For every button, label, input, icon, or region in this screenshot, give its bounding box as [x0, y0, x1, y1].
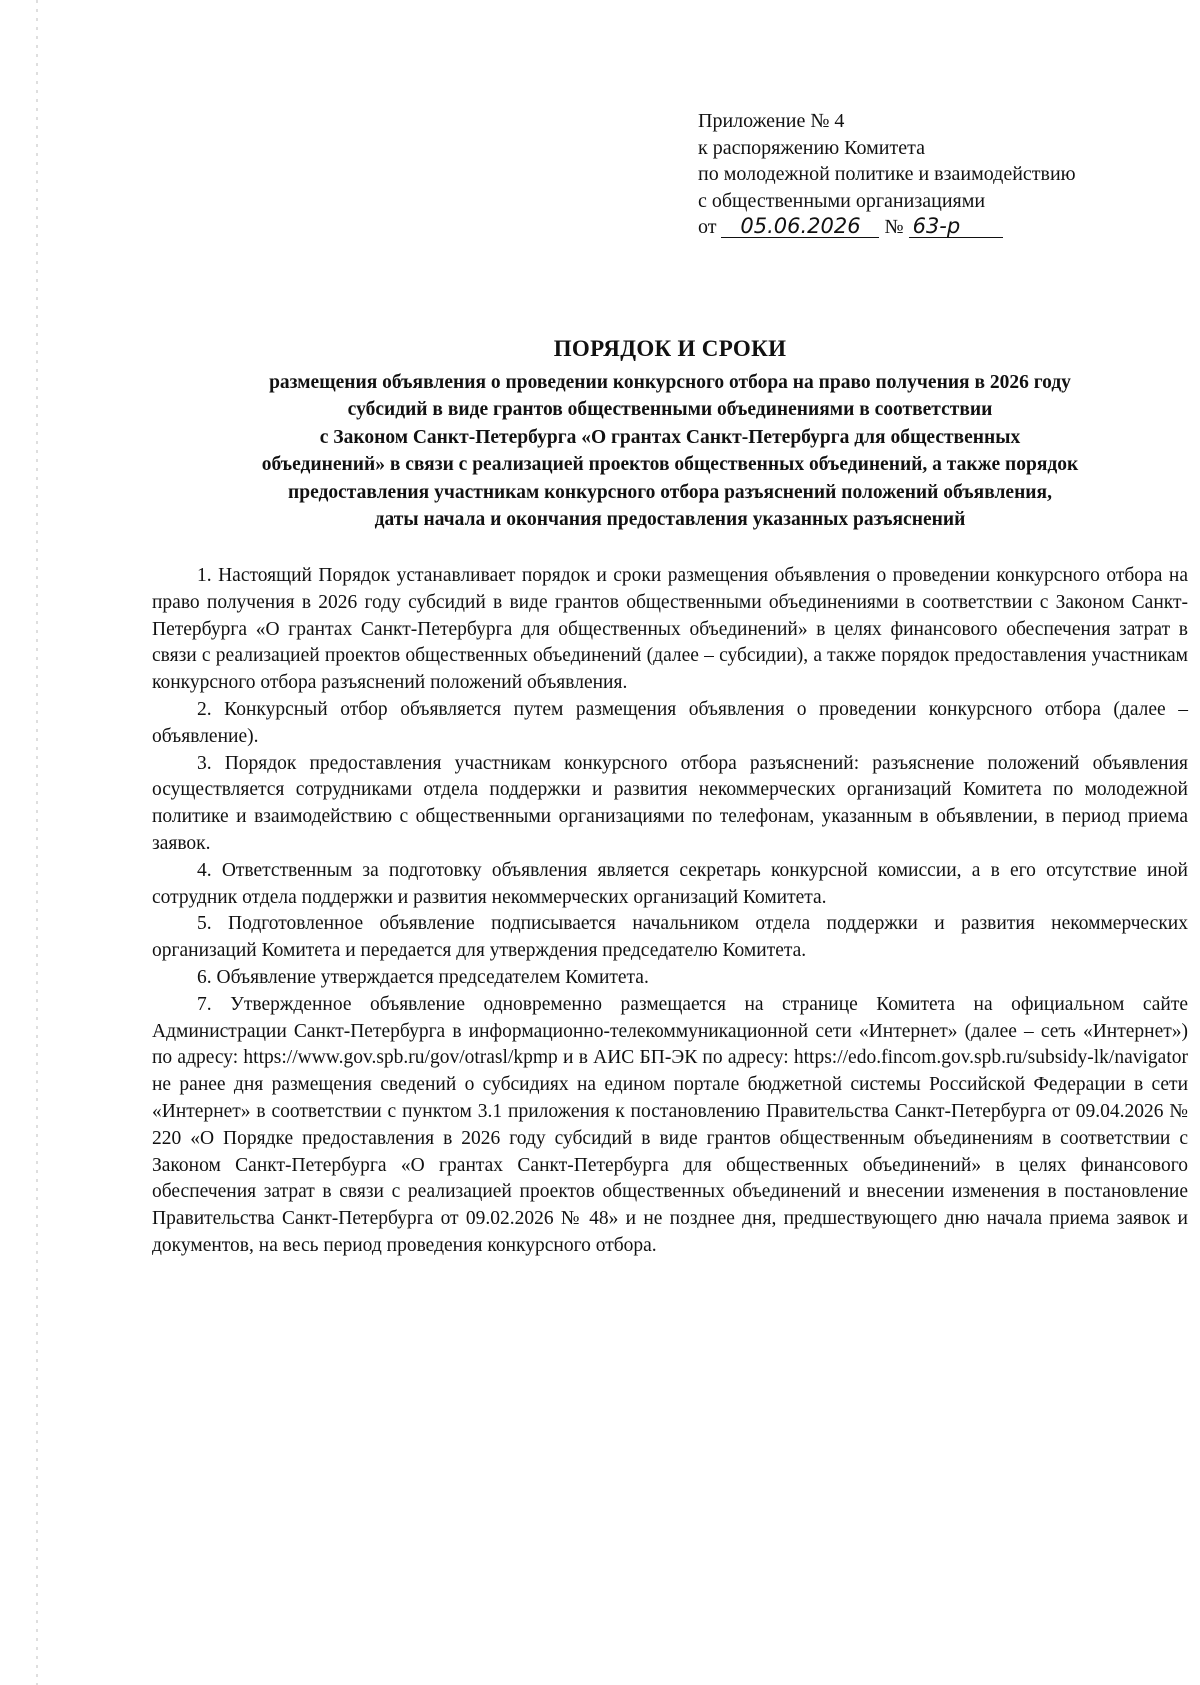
document-body [152, 563, 1188, 1260]
subtitle-line: субсидий в виде грантов общественными объединениями в соответствии [347, 399, 993, 421]
handwritten-date: 05.06.2026 [721, 215, 879, 238]
subtitle-line: предоставления участникам конкурсного отбора разъяснений положений объявления, [288, 481, 1052, 503]
document-title: ПОРЯДОК И СРОКИ [553, 336, 787, 361]
approval-date-line [698, 214, 1178, 241]
approval-line-3: по молодежной политике и взаимодействию [698, 163, 1076, 185]
scan-edge-artifact [36, 0, 38, 1685]
approval-line-2: к распоряжению Комитета [698, 136, 925, 159]
approval-line-1: Приложение № 4 [698, 110, 845, 132]
number-sign: № [884, 216, 904, 238]
paragraph-5: 5. Подготовленное объявление подписывается начальником отдела поддержки и развития некоммерческих организаций Комитета и передается для утверждения председателю Комитета. [152, 913, 1188, 962]
approval-line-4: с общественными организациями [698, 189, 986, 212]
paragraph-3: 3. Порядок предоставления участникам конкурсного отбора разъяснений: разъяснение положений объявления осуществляется сотрудниками отдела поддержки и развития некоммерческих организаций Комитета по молодежной политике и взаимодействию с общественными организациями по телефонам, указанным в объявлении, в период приема заявок. [152, 752, 1188, 854]
document-subtitle [150, 369, 1190, 533]
subtitle-line: даты начала и окончания предоставления указанных разъяснений [374, 509, 966, 531]
date-prefix: от [698, 216, 717, 238]
subtitle-line: размещения объявления о проведении конкурсного отбора на право получения в 2026 году [269, 372, 1071, 393]
subtitle-line: объединений» в связи с реализацией проектов общественных объединений, а также порядок [261, 454, 1079, 476]
handwritten-number: 63-р [909, 215, 1003, 238]
paragraph-6: 6. Объявление утверждается председателем Комитета. [197, 966, 649, 988]
paragraph-2: 2. Конкурсный отбор объявляется путем размещения объявления о проведении конкурсного отбора (далее – объявление). [152, 698, 1188, 747]
paragraph-7: 7. Утвержденное объявление одновременно размещается на странице Комитета на официальном сайте Администрации Санкт-Петербурга в информационно-телекоммуникационной сети «Интернет» (далее – сеть «Интернет») по адресу: https://www.gov.spb.ru/gov/otrasl/kpmp и в АИС БП-ЭК по адресу: https://edo.fincom.gov.spb.ru/subsidy-lk/navigator не ранее дня размещения сведений о субсидиях на едином портале бюджетной системы Российской Федерации в сети «Интернет» в соответствии с пунктом 3.1 приложения к постановлению Правительства Санкт-Петербурга от 09.04.2026 № 220 «О Порядке предоставления в 2026 году субсидий в виде грантов общественным объединениям в соответствии с Законом Санкт-Петербурга «О грантах Санкт-Петербурга для общественных объединений» в целях финансового обеспечения затрат в связи с реализацией проектов общественных объединений и внесении изменения в постановление Правительства Санкт-Петербурга от 09.02.2026 № 48» и не позднее дня, предшествующего дню начала приема заявок и документов, на весь период проведения конкурсного отбора. [152, 993, 1188, 1256]
subtitle-line: с Законом Санкт-Петербурга «О грантах Санкт-Петербурга для общественных [319, 426, 1021, 448]
paragraph-1: 1. Настоящий Порядок устанавливает порядок и сроки размещения объявления о проведении конкурсного отбора на право получения в 2026 году субсидий в виде грантов общественными объединениями в соответствии с Законом Санкт-Петербурга «О грантах Санкт-Петербурга для общественных объединений» в целях финансового обеспечения затрат в связи с реализацией проектов общественных объединений (далее – субсидии), а также порядок предоставления участникам конкурсного отбора разъяснений положений объявления. [152, 565, 1188, 694]
paragraph-4: 4. Ответственным за подготовку объявления является секретарь конкурсной комиссии, а в его отсутствие иной сотрудник отдела поддержки и развития некоммерческих организаций Комитета. [152, 859, 1188, 908]
approval-block [698, 108, 1178, 241]
